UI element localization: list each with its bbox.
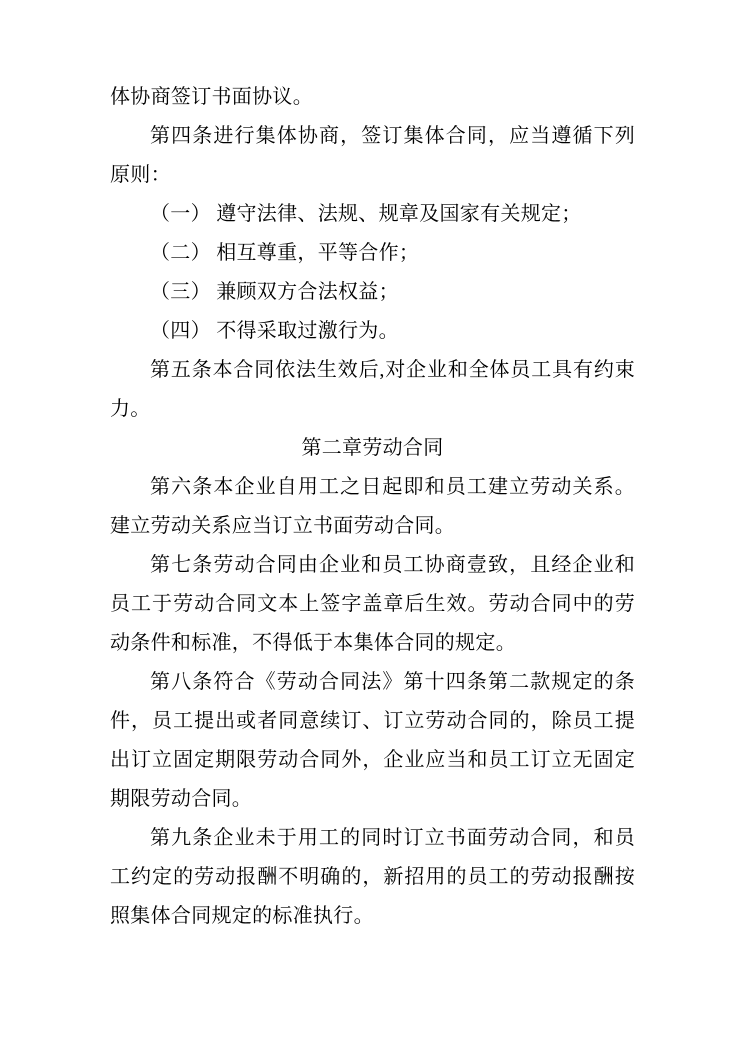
list-item-4: （四） 不得采取过激行为。 bbox=[150, 320, 399, 342]
paragraph-continuation: 体协商签订书面协议。 bbox=[110, 86, 313, 108]
paragraph-article-5: 第五条本合同依法生效后,对企业和全体员工具有约束力。 bbox=[110, 359, 635, 420]
list-item-1: （一） 遵守法律、法规、规章及国家有关规定； bbox=[150, 203, 582, 225]
paragraph-article-4: 第四条进行集体协商，签订集体合同，应当遵循下列原则： bbox=[110, 125, 635, 186]
paragraph-article-9: 第九条企业未于用工的同时订立书面劳动合同，和员工约定的劳动报酬不明确的，新招用的员工的劳动报酬按照集体合同规定的标准执行。 bbox=[110, 827, 635, 927]
paragraph-article-7: 第七条劳动合同由企业和员工协商壹致，且经企业和员工于劳动合同文本上签字盖章后生效。劳动合同中的劳动条件和标准，不得低于本集体合同的规定。 bbox=[110, 554, 635, 654]
list-item-3: （三） 兼顾双方合法权益； bbox=[150, 281, 399, 303]
paragraph-article-8: 第八条符合《劳动合同法》第十四条第二款规定的条件，员工提出或者同意续订、订立劳动合同的，除员工提出订立固定期限劳动合同外，企业应当和员工订立无固定期限劳动合同。 bbox=[110, 671, 635, 810]
paragraph-article-6: 第六条本企业自用工之日起即和员工建立劳动关系。建立劳动关系应当订立书面劳动合同。 bbox=[110, 476, 635, 537]
chapter-heading: 第二章劳动合同 bbox=[301, 437, 444, 459]
list-item-2: （二） 相互尊重，平等合作； bbox=[150, 242, 420, 264]
